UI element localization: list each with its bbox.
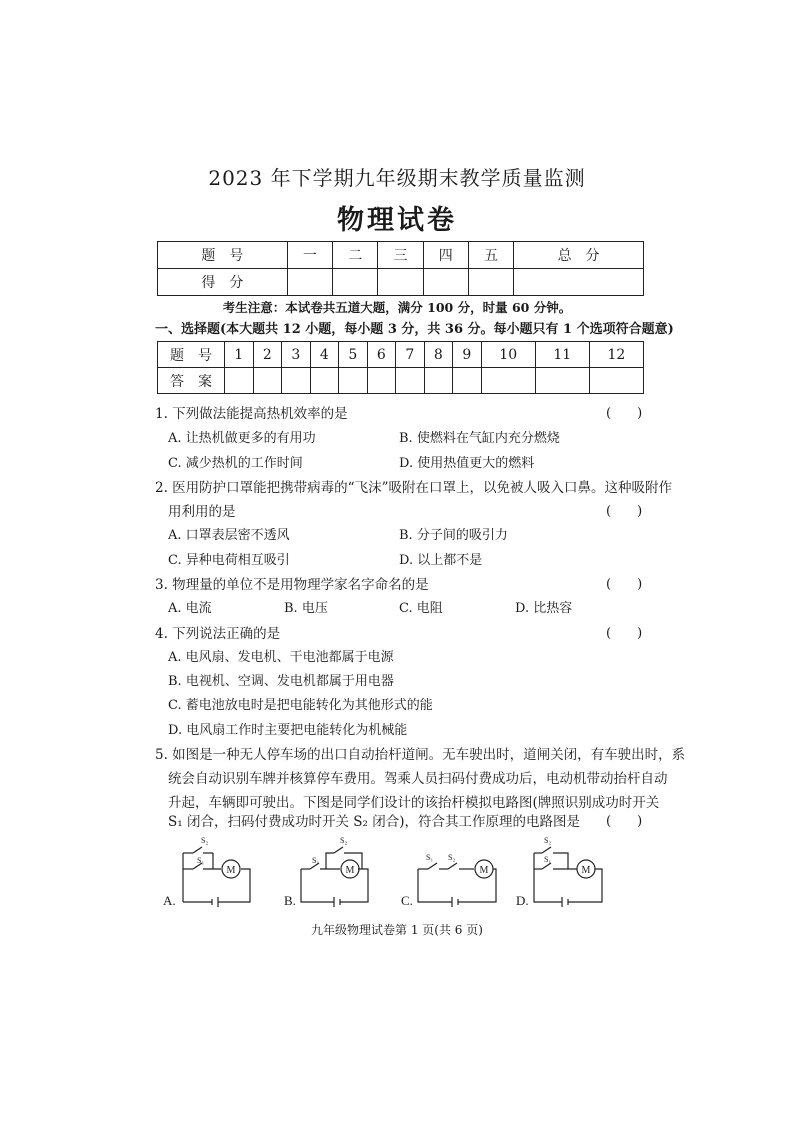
- answer-cell[interactable]: [282, 368, 311, 394]
- circuit-c-diagram: [412, 832, 500, 908]
- svg-text:S₂: S₂: [448, 853, 456, 862]
- answer-header-label: 题 号: [158, 342, 225, 368]
- score-header-total: 总 分: [514, 242, 644, 269]
- question-5-stem-line1: 5. 如图是一种无人停车场的出口自动抬杆道闸。无车驶出时，道闸关闭，有车驶出时，系: [155, 747, 686, 763]
- answer-cell[interactable]: [424, 368, 453, 394]
- circuit-c-label: C.: [401, 893, 413, 908]
- exam-title: 物理试卷: [337, 205, 457, 236]
- question-4-option-d: D. 电风扇工作时主要把电能转化为机械能: [168, 723, 408, 738]
- svg-text:S₂: S₂: [340, 836, 348, 845]
- question-3-option-a: A. 电流: [168, 601, 212, 616]
- question-2-answer-blank[interactable]: ( ): [606, 504, 643, 519]
- answer-number: 6: [367, 342, 396, 368]
- question-4-option-b: B. 电视机、空调、发电机都属于用电器: [168, 674, 394, 689]
- question-3-option-c: C. 电阻: [399, 601, 443, 616]
- answer-table: [157, 341, 644, 394]
- exam-notice: 考生注意：本试卷共五道大题，满分 100 分，时量 60 分钟。: [222, 300, 572, 315]
- score-cell[interactable]: [423, 269, 468, 296]
- svg-text:S₁: S₁: [197, 856, 205, 865]
- svg-text:M: M: [479, 865, 489, 876]
- question-2-option-d: D. 以上都不是: [399, 553, 483, 568]
- circuit-a-label: A.: [163, 893, 176, 908]
- question-3-option-d: D. 比热容: [515, 601, 573, 616]
- score-cell[interactable]: [468, 269, 513, 296]
- answer-number: 4: [310, 342, 339, 368]
- question-1-stem: 1. 下列做法能提高热机效率的是: [155, 406, 348, 422]
- answer-number: 1: [225, 342, 254, 368]
- circuit-d-diagram: [528, 832, 610, 908]
- question-5-stem-line2: 统会自动识别车牌并核算停车费用。驾乘人员扫码付费成功后，电动机带动抬杆自动: [168, 771, 668, 787]
- score-header-part1: 一: [287, 242, 332, 269]
- question-1-option-b: B. 使燃料在气缸内充分燃烧: [399, 431, 560, 446]
- answer-cell[interactable]: [253, 368, 282, 394]
- svg-text:S₁: S₁: [312, 856, 320, 865]
- question-1-answer-blank[interactable]: ( ): [606, 406, 643, 421]
- answer-row-label: 答 案: [158, 368, 225, 394]
- question-2-option-a: A. 口罩表层密不透风: [168, 528, 290, 543]
- answer-cell[interactable]: [589, 368, 643, 394]
- answer-cell[interactable]: [453, 368, 482, 394]
- svg-text:S₂: S₂: [201, 836, 209, 845]
- svg-text:M: M: [226, 865, 236, 876]
- answer-number: 7: [396, 342, 425, 368]
- svg-text:S₁: S₁: [544, 855, 552, 864]
- answer-cell[interactable]: [225, 368, 254, 394]
- score-cell[interactable]: [333, 269, 378, 296]
- answer-number: 9: [453, 342, 482, 368]
- page-footer: 九年级物理试卷第 1 页(共 6 页): [311, 923, 483, 937]
- answer-number: 11: [535, 342, 589, 368]
- question-1-option-a: A. 让热机做更多的有用功: [168, 431, 316, 446]
- svg-text:M: M: [345, 865, 355, 876]
- circuit-a-diagram: [175, 832, 257, 908]
- circuit-b-label: B.: [284, 893, 296, 908]
- score-cell[interactable]: [378, 269, 423, 296]
- score-header-part3: 三: [378, 242, 423, 269]
- score-header-part5: 五: [468, 242, 513, 269]
- question-4-option-c: C. 蓄电池放电时是把电能转化为其他形式的能: [168, 698, 433, 713]
- answer-number: 2: [253, 342, 282, 368]
- question-2-option-c: C. 异种电荷相互吸引: [168, 553, 290, 568]
- score-header-part4: 四: [423, 242, 468, 269]
- question-3-stem: 3. 物理量的单位不是用物理学家名字命名的是: [155, 577, 429, 593]
- answer-number: 3: [282, 342, 311, 368]
- score-header-label: 题 号: [158, 242, 288, 269]
- section-title-choice: 一、选择题(本大题共 12 小题，每小题 3 分，共 36 分。每小题只有 1 个选项符合题意): [155, 322, 674, 337]
- answer-number: 5: [339, 342, 368, 368]
- question-4-stem: 4. 下列说法正确的是: [155, 626, 281, 642]
- circuit-b-diagram: [296, 832, 378, 908]
- score-cell[interactable]: [287, 269, 332, 296]
- question-3-answer-blank[interactable]: ( ): [606, 577, 643, 592]
- answer-number: 12: [589, 342, 643, 368]
- score-table: [157, 241, 644, 296]
- score-header-part2: 二: [333, 242, 378, 269]
- question-4-option-a: A. 电风扇、发电机、干电池都属于电源: [168, 650, 394, 665]
- question-1-option-d: D. 使用热值更大的燃料: [399, 456, 535, 471]
- question-2-option-b: B. 分子间的吸引力: [399, 528, 508, 543]
- answer-number: 10: [481, 342, 535, 368]
- svg-text:M: M: [581, 865, 591, 876]
- question-5-answer-blank[interactable]: ( ): [606, 814, 643, 829]
- answer-cell[interactable]: [535, 368, 589, 394]
- answer-cell[interactable]: [367, 368, 396, 394]
- question-5-stem-line4: S₁ 闭合，扫码付费成功时开关 S₂ 闭合)，符合其工作原理的电路图是: [168, 814, 580, 830]
- circuit-d-label: D.: [516, 893, 529, 908]
- question-2-stem-line2: 用利用的是: [168, 504, 236, 520]
- question-2-stem-line1: 2. 医用防护口罩能把携带病毒的“飞沫”吸附在口罩上，以免被人吸入口鼻。这种吸附作: [155, 480, 672, 496]
- question-1-option-c: C. 减少热机的工作时间: [168, 456, 303, 471]
- question-3-option-b: B. 电压: [284, 601, 328, 616]
- question-5-stem-line3: 升起，车辆即可驶出。下图是同学们设计的该抬杆模拟电路图(牌照识别成功时开关: [168, 795, 660, 811]
- exam-subtitle: 2023 年下学期九年级期末教学质量监测: [208, 166, 586, 190]
- answer-cell[interactable]: [310, 368, 339, 394]
- score-cell[interactable]: [514, 269, 644, 296]
- answer-cell[interactable]: [396, 368, 425, 394]
- answer-cell[interactable]: [481, 368, 535, 394]
- score-row-label: 得 分: [158, 269, 288, 296]
- answer-cell[interactable]: [339, 368, 368, 394]
- svg-text:S₂: S₂: [544, 836, 552, 845]
- svg-text:S₁: S₁: [426, 853, 434, 862]
- answer-number: 8: [424, 342, 453, 368]
- question-4-answer-blank[interactable]: ( ): [606, 626, 643, 641]
